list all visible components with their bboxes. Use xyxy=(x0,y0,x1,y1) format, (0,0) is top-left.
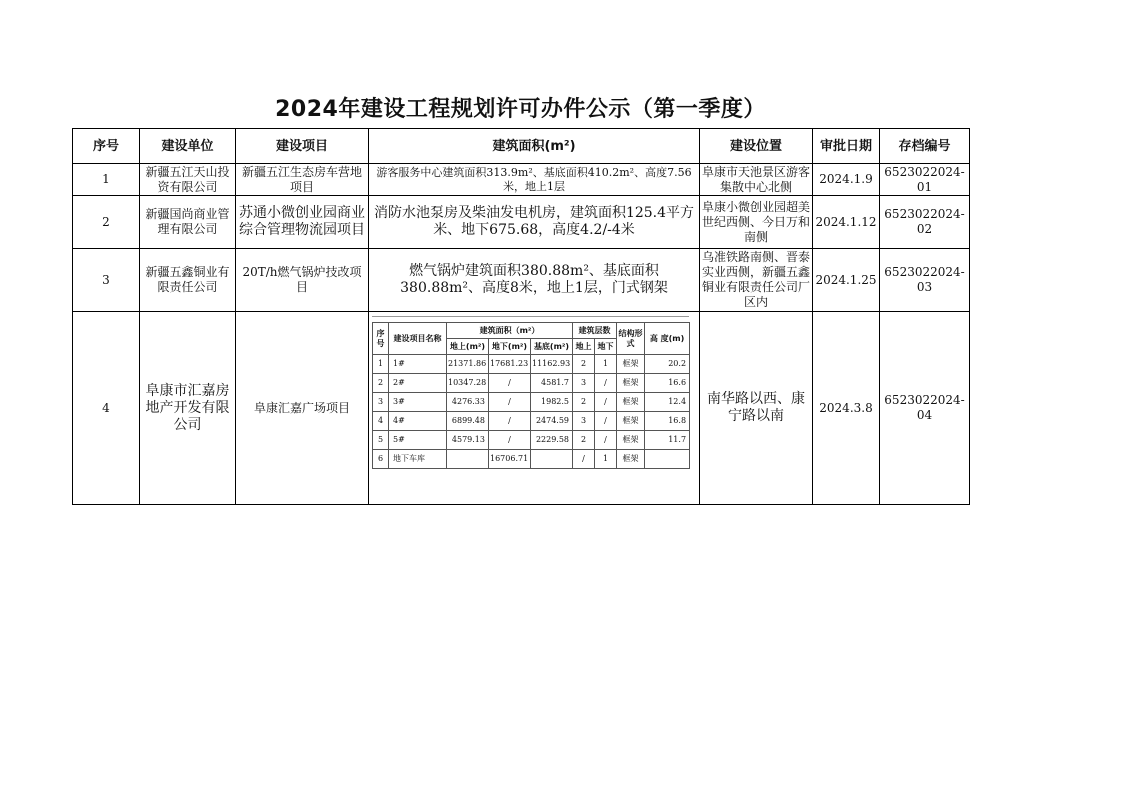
nested-row xyxy=(373,355,690,374)
cell-seq: 3 xyxy=(73,249,140,312)
nested-cell: 4579.13 xyxy=(447,431,489,450)
table-row xyxy=(73,196,970,249)
cell-project: 新疆五江生态房车营地项目 xyxy=(236,164,369,196)
nested-cell: 4581.7 xyxy=(531,374,573,393)
nested-cell: / xyxy=(489,393,531,412)
header-location: 建设位置 xyxy=(700,129,813,164)
table-row xyxy=(73,312,970,505)
cell-area-nested xyxy=(369,312,700,505)
nested-h-area: 建筑面积（m²） xyxy=(447,323,573,339)
cell-date: 2024.1.9 xyxy=(813,164,880,196)
nested-cell: 框架 xyxy=(617,412,645,431)
nested-cell xyxy=(447,450,489,469)
header-project: 建设项目 xyxy=(236,129,369,164)
cell-date: 2024.3.8 xyxy=(813,312,880,505)
nested-cell: 3# xyxy=(389,393,447,412)
nested-h-above: 地上(m²) xyxy=(447,339,489,355)
nested-h-below: 地下(m²) xyxy=(489,339,531,355)
cell-seq: 2 xyxy=(73,196,140,249)
cell-location: 阜康小微创业园超美世纪西侧、今日万和南侧 xyxy=(700,196,813,249)
nested-cell: 6899.48 xyxy=(447,412,489,431)
cell-archive: 6523022024-01 xyxy=(880,164,970,196)
header-unit: 建设单位 xyxy=(140,129,236,164)
nested-cell: 框架 xyxy=(617,431,645,450)
cell-area: 游客服务中心建筑面积313.9m²、基底面积410.2m²、高度7.56米，地上1层 xyxy=(369,164,700,196)
header-area: 建筑面积(m²) xyxy=(369,129,700,164)
nested-cell: 框架 xyxy=(617,374,645,393)
nested-cell: / xyxy=(595,412,617,431)
nested-cell xyxy=(645,450,690,469)
nested-h-name: 建设项目名称 xyxy=(389,323,447,355)
nested-cell: / xyxy=(573,450,595,469)
nested-cell: 6 xyxy=(373,450,389,469)
nested-cell xyxy=(531,450,573,469)
cell-area: 消防水池泵房及柴油发电机房，建筑面积125.4平方米、地下675.68，高度4.2/-4米 xyxy=(369,196,700,249)
nested-cell: / xyxy=(595,393,617,412)
nested-cell: 4# xyxy=(389,412,447,431)
nested-h-fl-below: 地下 xyxy=(595,339,617,355)
nested-h-floors: 建筑层数 xyxy=(573,323,617,339)
nested-cell: 2 xyxy=(373,374,389,393)
cell-archive: 6523022024-03 xyxy=(880,249,970,312)
nested-row xyxy=(373,431,690,450)
cell-archive: 6523022024-02 xyxy=(880,196,970,249)
table-header-row xyxy=(73,129,970,164)
nested-h-fl-above: 地上 xyxy=(573,339,595,355)
nested-cell: / xyxy=(489,431,531,450)
cell-seq: 4 xyxy=(73,312,140,505)
nested-cell: 2 xyxy=(573,393,595,412)
nested-row xyxy=(373,374,690,393)
nested-cell: 2# xyxy=(389,374,447,393)
nested-cell: 2 xyxy=(573,355,595,374)
nested-cell: / xyxy=(489,374,531,393)
cell-project: 20T/h燃气锅炉技改项目 xyxy=(236,249,369,312)
permit-table xyxy=(72,128,970,505)
cell-project: 阜康汇嘉广场项目 xyxy=(236,312,369,505)
cell-unit: 新疆五江天山投资有限公司 xyxy=(140,164,236,196)
cell-unit: 新疆五鑫铜业有限责任公司 xyxy=(140,249,236,312)
cell-location: 南华路以西、康宁路以南 xyxy=(700,312,813,505)
nested-cell: 3 xyxy=(373,393,389,412)
nested-cell: / xyxy=(489,412,531,431)
nested-cell: 2 xyxy=(573,431,595,450)
nested-cell: 17681.23 xyxy=(489,355,531,374)
cell-seq: 1 xyxy=(73,164,140,196)
nested-cell: 16706.71 xyxy=(489,450,531,469)
cell-location: 阜康市天池景区游客集散中心北侧 xyxy=(700,164,813,196)
cell-unit: 阜康市汇嘉房地产开发有限公司 xyxy=(140,312,236,505)
nested-cell: 1982.5 xyxy=(531,393,573,412)
nested-cell: 1 xyxy=(373,355,389,374)
nested-header-row xyxy=(373,323,690,339)
table-row xyxy=(73,164,970,196)
nested-cell: 2474.59 xyxy=(531,412,573,431)
cell-area: 燃气锅炉建筑面积380.88m²、基底面积380.88m²、高度8米，地上1层，门式钢架 xyxy=(369,249,700,312)
nested-cell: 框架 xyxy=(617,393,645,412)
nested-cell: / xyxy=(595,431,617,450)
header-archive: 存档编号 xyxy=(880,129,970,164)
nested-cell: 20.2 xyxy=(645,355,690,374)
page-title: 2024年建设工程规划许可办件公示（第一季度） xyxy=(275,97,766,122)
nested-cell: 框架 xyxy=(617,450,645,469)
nested-area-table xyxy=(372,322,690,469)
table-row xyxy=(73,249,970,312)
nested-cell: 21371.86 xyxy=(447,355,489,374)
cell-unit: 新疆国尚商业管理有限公司 xyxy=(140,196,236,249)
nested-cell: 16.8 xyxy=(645,412,690,431)
header-seq: 序号 xyxy=(73,129,140,164)
nested-cell: 16.6 xyxy=(645,374,690,393)
cell-date: 2024.1.12 xyxy=(813,196,880,249)
nested-row xyxy=(373,412,690,431)
cell-date: 2024.1.25 xyxy=(813,249,880,312)
nested-cell: 3 xyxy=(573,374,595,393)
nested-cell: 4276.33 xyxy=(447,393,489,412)
nested-h-base: 基底(m²) xyxy=(531,339,573,355)
header-date: 审批日期 xyxy=(813,129,880,164)
nested-cell: 11.7 xyxy=(645,431,690,450)
nested-cell: 4 xyxy=(373,412,389,431)
nested-cell: / xyxy=(595,374,617,393)
nested-cell: 5# xyxy=(389,431,447,450)
nested-row xyxy=(373,393,690,412)
nested-cell: 框架 xyxy=(617,355,645,374)
nested-cell: 1 xyxy=(595,450,617,469)
nested-cell: 3 xyxy=(573,412,595,431)
nested-cell: 2229.58 xyxy=(531,431,573,450)
nested-cell: 11162.93 xyxy=(531,355,573,374)
cell-project: 苏通小微创业园商业综合管理物流园项目 xyxy=(236,196,369,249)
cell-location: 乌准铁路南侧、晋泰实业西侧，新疆五鑫铜业有限责任公司厂区内 xyxy=(700,249,813,312)
nested-cell: 10347.28 xyxy=(447,374,489,393)
nested-h-struct: 结构形式 xyxy=(617,323,645,355)
nested-h-height: 高 度(m) xyxy=(645,323,690,355)
nested-h-seq: 序号 xyxy=(373,323,389,355)
nested-cell: 5 xyxy=(373,431,389,450)
nested-cell: 12.4 xyxy=(645,393,690,412)
cell-archive: 6523022024-04 xyxy=(880,312,970,505)
nested-cell: 地下车库 xyxy=(389,450,447,469)
nested-row xyxy=(373,450,690,469)
nested-cell: 1# xyxy=(389,355,447,374)
nested-cell: 1 xyxy=(595,355,617,374)
